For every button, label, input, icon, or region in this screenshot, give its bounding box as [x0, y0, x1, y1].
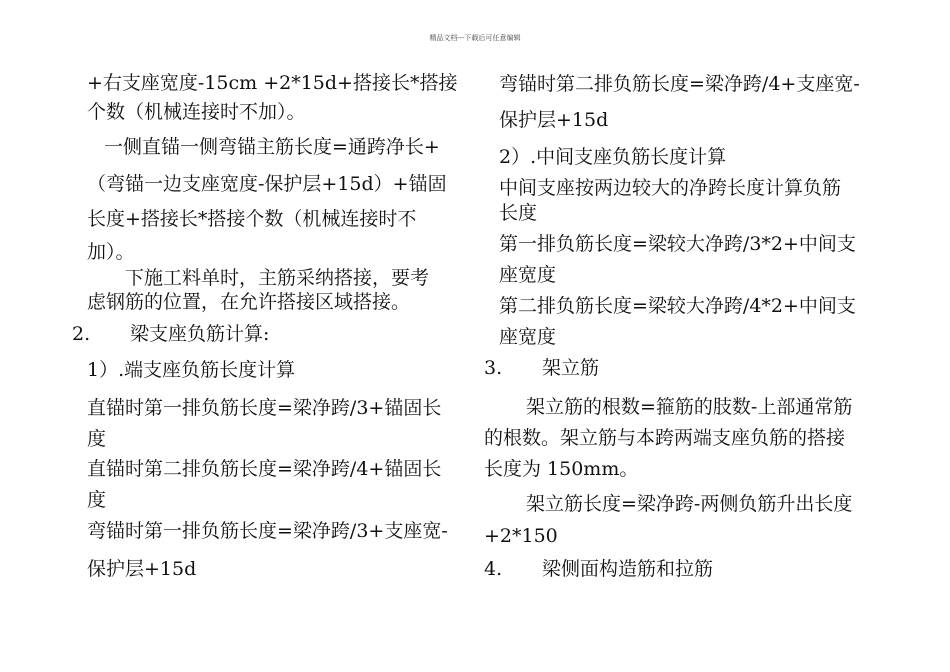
- left-line-15: 弯锚时第一排负筋长度=梁净跨/3+支座宽-: [87, 520, 448, 542]
- right-line-12: 架立筋的根数=箍筋的肢数-上部通常筋: [526, 396, 853, 418]
- right-line-6: 第一排负筋长度=梁较大净跨/3*2+中间支: [499, 233, 856, 255]
- left-line-6: 加）。: [87, 241, 135, 263]
- left-line-8: 虑钢筋的位置，在允许搭接区域搭接。: [87, 291, 411, 313]
- left-line-10: 1）.端支座负筋长度计算: [87, 359, 296, 381]
- page-header: 精品文档---下载后可任意编辑: [429, 34, 521, 42]
- left-line-14: 度: [87, 489, 107, 511]
- right-line-7: 座宽度: [499, 264, 557, 286]
- left-line-4: （弯锚一边支座宽度-保护层+15d）+锚固: [87, 173, 447, 195]
- left-line-11: 直锚时第一排负筋长度=梁净跨/3+锚固长: [87, 397, 442, 419]
- section-3-number: 3.: [484, 357, 503, 379]
- right-line-5: 长度: [499, 202, 538, 224]
- right-line-2: 保护层+15d: [499, 109, 609, 131]
- left-line-1: +右支座宽度-15cm +2*15d+搭接长*搭接: [87, 72, 458, 94]
- section-2-number: 2.: [72, 323, 91, 345]
- left-line-5: 长度+搭接长*搭接个数（机械连接时不: [87, 208, 417, 230]
- section-4-number: 4.: [484, 558, 503, 580]
- right-line-15: 架立筋长度=梁净跨-两侧负筋升出长度: [526, 493, 853, 515]
- right-line-9: 座宽度: [499, 326, 557, 348]
- right-line-13: 的根数。架立筋与本跨两端支座负筋的搭接: [484, 427, 846, 449]
- left-line-16: 保护层+15d: [87, 558, 197, 580]
- right-line-8: 第二排负筋长度=梁较大净跨/4*2+中间支: [499, 295, 856, 317]
- left-line-13: 直锚时第二排负筋长度=梁净跨/4+锚固长: [87, 458, 442, 480]
- section-4-title: 梁侧面构造筋和拉筋: [542, 558, 714, 580]
- right-line-14: 长度为 150mm。: [484, 458, 639, 480]
- section-2-title: 梁支座负筋计算:: [130, 323, 270, 345]
- left-line-7: 下施工料单时，主筋采纳搭接，要考: [125, 267, 430, 289]
- left-line-2: 个数（机械连接时不加）。: [87, 101, 306, 123]
- section-3-title: 架立筋: [542, 357, 600, 379]
- right-line-1: 弯锚时第二排负筋长度=梁净跨/4+支座宽-: [499, 73, 860, 95]
- right-line-3: 2）.中间支座负筋长度计算: [499, 146, 727, 168]
- right-line-16: +2*150: [484, 525, 558, 547]
- right-line-4: 中间支座按两边较大的净跨长度计算负筋: [499, 177, 842, 199]
- left-line-3: 一侧直锚一侧弯锚主筋长度=通跨净长+: [104, 136, 440, 158]
- left-line-12: 度: [87, 428, 107, 450]
